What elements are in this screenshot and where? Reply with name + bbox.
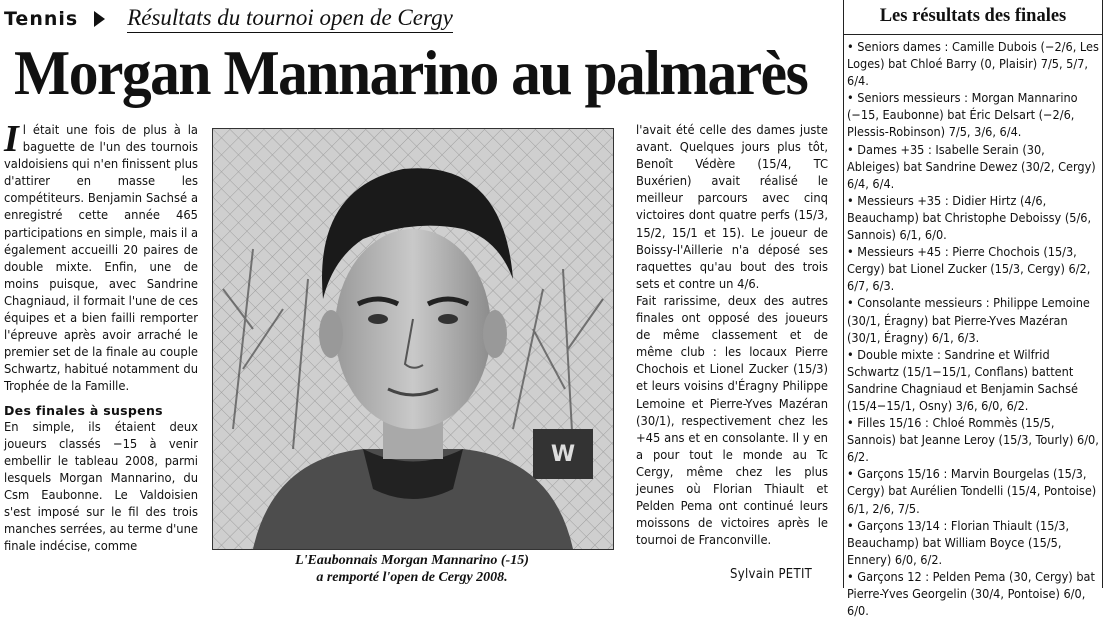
sidebar-title: Les résultats des finales <box>879 6 1067 26</box>
article-column-1 <box>4 118 198 555</box>
result-item: • Seniors messieurs : Morgan Mannarino (−15, Eaubonne) bat Éric Delsart (−2/6, Plessis-Robinson) 7/5, 3/6, 6/4. <box>847 89 1099 140</box>
result-item: • Garçons 12 : Pelden Pema (30, Cergy) bat Pierre-Yves Georgelin (30/4, Pontoise) 6/0, 6/0. <box>847 568 1099 619</box>
results-list <box>847 38 1099 619</box>
results-sidebar <box>843 0 1103 619</box>
result-item: • Dames +35 : Isabelle Serain (30, Ableiges) bat Sandrine Dewez (30/2, Cergy) 6/4, 6/4. <box>847 141 1099 192</box>
play-arrow-icon <box>94 11 105 27</box>
result-item: • Filles 15/16 : Chloé Rommès (15/5, Sannois) bat Jeanne Leroy (15/3, Tourly) 6/0, 6/2. <box>847 414 1099 465</box>
article-paragraph: En simple, ils étaient deux joueurs classés −15 à venir embellir le tableau 2008, parmi lesquels Morgan Mannarino, du Csm Eaubonne. Le Valdoisien s'est imposé sur le fil des trois manches serrées, au terme d'une finale indécise, comme <box>4 419 198 555</box>
headline: Morgan Mannarino au palmarès <box>14 37 808 108</box>
section-kicker <box>4 4 453 34</box>
article-column-3 <box>636 122 828 549</box>
result-item: • Garçons 15/16 : Marvin Bourgelas (15/3, Cergy) bat Aurélien Tondelli (15/4, Pontoise) 6/1, 2/6, 7/5. <box>847 465 1099 516</box>
section-label: Tennis <box>4 8 79 30</box>
author-byline: Sylvain PETIT <box>730 567 813 582</box>
article-subhead: Des finales à suspens <box>4 402 163 418</box>
drop-cap: I <box>4 118 19 160</box>
player-photo <box>212 128 614 550</box>
sidebar-divider <box>844 34 1102 35</box>
result-item: • Consolante messieurs : Philippe Lemoine (30/1, Éragny) bat Pierre-Yves Mazéran (30/1, Éragny) 6/1, 6/3. <box>847 294 1099 345</box>
player-portrait-image <box>213 129 613 549</box>
article-paragraph: l'avait été celle des dames juste avant. Quelques jours plus tôt, Benoît Védère (15/4, TC Buxérien) avait réalisé le meilleur parcours avec cinq victoires dont quatre perfs (15/3, 15/2, 15/1 et 15). Le joueur de Boissy-l'Aillerie n'a déposé ses raquettes qu'au bout des trois sets et contre un 4/6. <box>636 123 828 292</box>
result-item: • Double mixte : Sandrine et Wilfrid Schwartz (15/1−15/1, Conflans) battent Sandrine Chagniaud et Benjamin Sachsé (15/4−15/1, Osny) 3/6, 6/0, 6/2. <box>847 346 1099 414</box>
svg-text:W: W <box>550 442 576 467</box>
result-item: • Messieurs +45 : Pierre Chochois (15/3, Cergy) bat Lionel Zucker (15/3, Cergy) 6/2, 6/7, 6/3. <box>847 243 1099 294</box>
article-paragraph: Fait rarissime, deux des autres finales ont opposé des joueurs de même classement et de même club : les locaux Pierre Chochois et Lionel Zucker (15/3) et leurs voisins d'Éragny Philippe Lemoine et Pierre-Yves Mazéran (30/1), respectivement chez les +45 ans et en consolante. Il y en a pour tout le monde au Tc Cergy, même chez les plus jeunes où Florian Thiault et Pelden Pema ont continué leurs moissons de victoires après le tournoi de Franconville. <box>636 293 828 549</box>
photo-caption: L'Eaubonnais Morgan Mannarino (-15) a remporté l'open de Cergy 2008. <box>295 553 529 585</box>
result-item: • Messieurs +35 : Didier Hirtz (4/6, Beauchamp) bat Christophe Deboissy (5/6, Sannois) 6/1, 6/0. <box>847 192 1099 243</box>
article-paragraph: Il était une fois de plus à la baguette de l'un des tournois valdoisiens qui n'en finissent plus d'attirer en masse les compétiteurs. Benjamin Sachsé a enregistré cette année 465 participations en simple, mais il a également accueilli 20 paires de double mixte. Enfin, une de moins puisque, avec Sandrine Chagniaud, il formait l'une de ces équipes et a bien failli remporter l'épreuve après avoir arraché le premier set de la finale au couple Schwartz, habitué notamment du Trophée de la Famille. <box>4 118 198 395</box>
result-item: • Garçons 13/14 : Florian Thiault (15/3, Beauchamp) bat William Boyce (15/5, Ennery) 6/0, 6/2. <box>847 517 1099 568</box>
result-item: • Seniors dames : Camille Dubois (−2/6, Les Loges) bat Chloé Barry (0, Plaisir) 7/5, 5/7, 6/4. <box>847 38 1099 89</box>
kicker-subtitle: Résultats du tournoi open de Cergy <box>127 5 453 33</box>
